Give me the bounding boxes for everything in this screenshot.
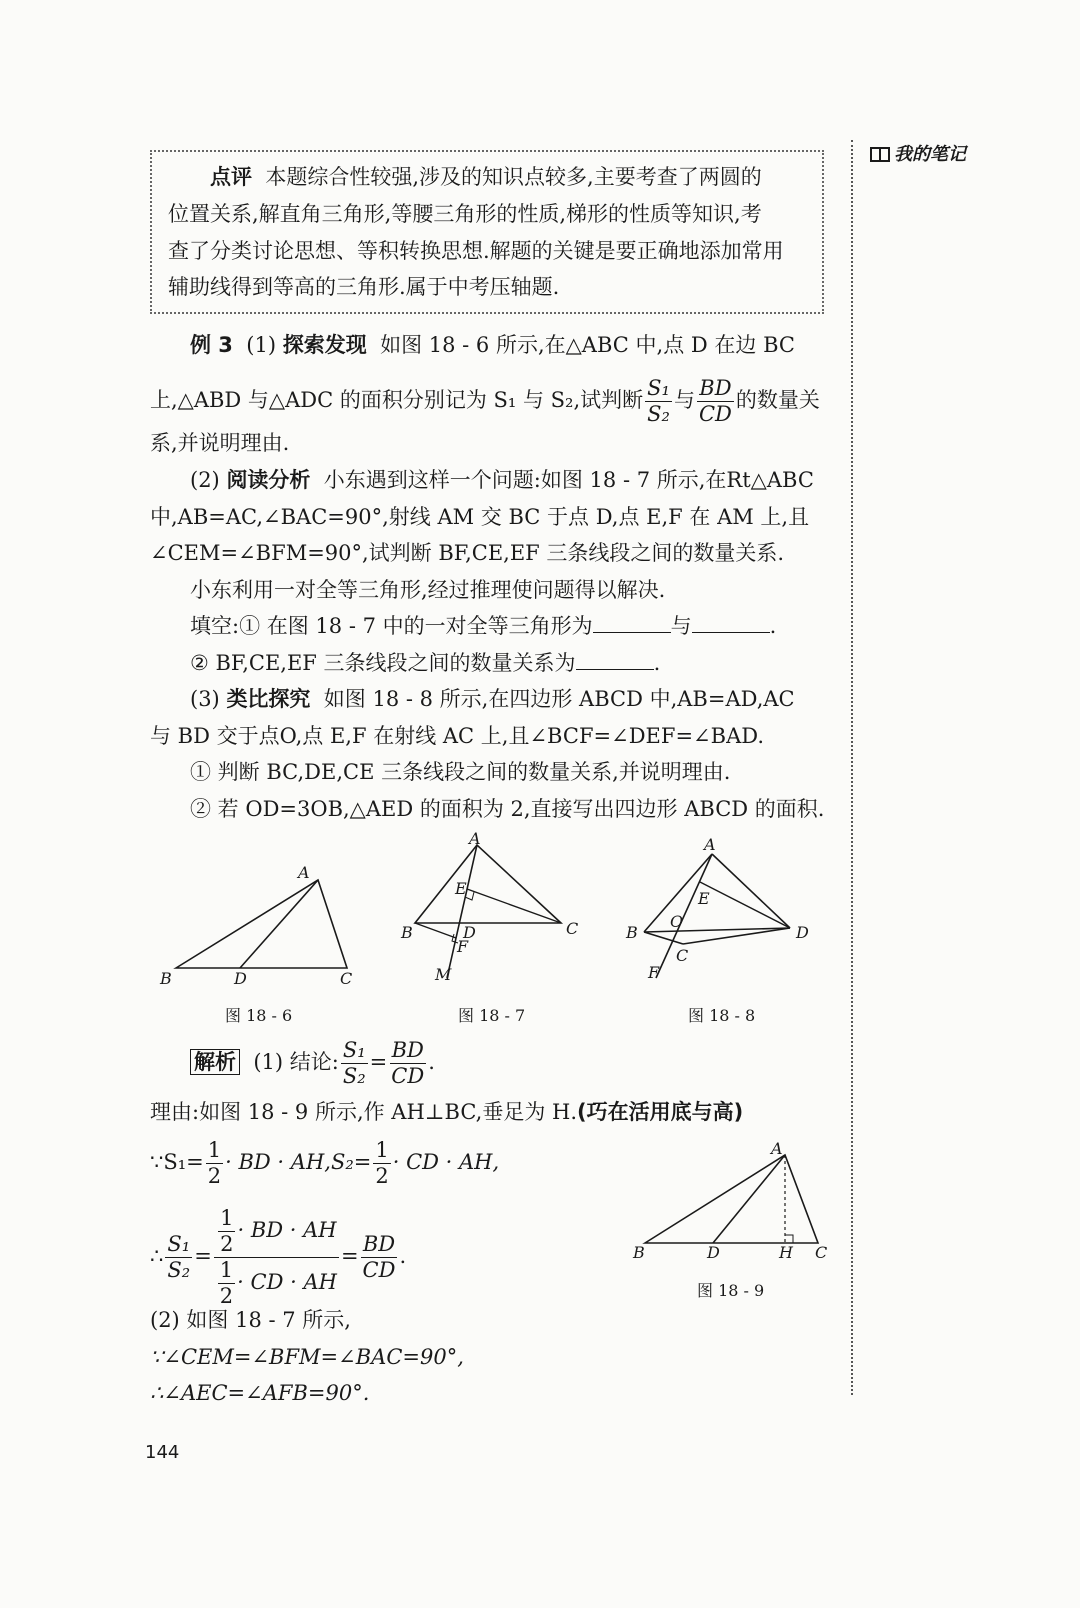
caption-18-8: 图 18 - 8 — [688, 1006, 756, 1025]
label-f: F — [648, 963, 660, 982]
review-line-1: 点评 本题综合性较强,涉及的知识点较多,主要考查了两圆的 — [210, 165, 762, 189]
label-a: A — [469, 830, 481, 848]
label-c: C — [566, 919, 579, 938]
label-c: C — [676, 946, 689, 965]
example-part2-line4: 小东利用一对全等三角形,经过推理使问题得以解决. — [190, 578, 666, 602]
answer-blank-1[interactable] — [593, 614, 671, 633]
label-d: D — [234, 969, 247, 988]
label-b: B — [633, 1243, 645, 1262]
label-b: B — [160, 969, 172, 988]
label-c: C — [340, 969, 353, 988]
fraction-half: $\frac{1}{2}$ — [207, 1138, 222, 1188]
solution-label: 解析 — [190, 1049, 240, 1075]
label-b: B — [626, 923, 638, 942]
label-a: A — [771, 1140, 783, 1158]
example-part1-line3: 系,并说明理由. — [150, 431, 290, 455]
answer-blank-3[interactable] — [576, 651, 654, 670]
label-a: A — [298, 863, 310, 882]
example-part3-q1: ① 判断 BC,DE,CE 三条线段之间的数量关系,并说明理由. — [190, 760, 731, 784]
book-icon — [870, 147, 890, 162]
fraction-half: $\frac{1}{2}$ — [375, 1138, 389, 1188]
caption-18-6: 图 18 - 6 — [225, 1006, 293, 1025]
label-m: M — [435, 965, 452, 984]
segment-ce — [467, 889, 561, 923]
label-d: D — [796, 923, 809, 942]
triangle-abc — [415, 845, 561, 923]
right-angle-h — [785, 1235, 793, 1243]
solution-part2-line3: ∴∠AEC=∠AFB=90°. — [150, 1381, 370, 1405]
segment-bc — [644, 932, 683, 944]
example-part2-line1: (2) 阅读分析 小东遇到这样一个问题:如图 18 - 7 所示,在Rt△ABC — [190, 468, 814, 492]
fraction-bd-cd: $\frac{BD}{CD}$ — [391, 1038, 425, 1088]
example-part3-line2: 与 BD 交于点O,点 E,F 在射线 AC 上,且∠BCF=∠DEF=∠BAD. — [150, 724, 765, 748]
label-c: C — [815, 1243, 828, 1262]
label-e: E — [455, 879, 467, 898]
label-f: F — [457, 937, 469, 956]
compound-fraction: $\frac{1}{2}$ · BD · AH $\frac{1}{2}$ · CD · AH — [214, 1208, 339, 1307]
tip-text: (巧在活用底与高) — [577, 1100, 744, 1124]
fraction-bd-cd: $\frac{BD}{CD}$ — [698, 376, 732, 426]
part3-title: 类比探究 — [226, 687, 311, 711]
solution-part2-line1: (2) 如图 18 - 7 所示, — [150, 1308, 351, 1332]
notes-label: 我的笔记 — [894, 144, 966, 165]
triangle-abc — [176, 880, 347, 968]
caption-18-7: 图 18 - 7 — [458, 1006, 526, 1025]
solution-line1: 解析 (1) 结论: $\frac{\text{S₁}}{\text{S₂}}$ = $\frac{BD}{CD}$ . — [190, 1040, 435, 1087]
triangle-abc — [645, 1155, 818, 1243]
fraction-s1-s2: $\frac{\text{S₁}}{\text{S₂}}$ — [167, 1232, 191, 1282]
example-part1-line2: 上,△ABD 与△ADC 的面积分别记为 S₁ 与 S₂,试判断 $\frac{\text{S₁}}{\text{S₂}}$ 与 $\frac{BD}{CD}$ 的数量关 — [150, 376, 820, 426]
segment-de — [700, 882, 790, 928]
part2-title: 阅读分析 — [226, 468, 311, 492]
example-label: 例 3 — [190, 333, 233, 357]
example-part1-line1: 例 3 (1) 探索发现 如图 18 - 6 所示,在△ABC 中,点 D 在边 BC — [190, 333, 795, 357]
segment-ad — [240, 880, 318, 968]
example-part3-q2: ② 若 OD=3OB,△AED 的面积为 2,直接写出四边形 ABCD 的面积. — [190, 797, 825, 821]
part1-title: 探索发现 — [282, 333, 367, 357]
fraction-s1-s2: $\frac{\text{S₁}}{\text{S₂}}$ — [342, 1038, 366, 1088]
figure-18-9 — [625, 1140, 845, 1270]
figure-18-8 — [620, 832, 830, 992]
label-h: H — [779, 1243, 793, 1262]
fraction-s1-s2: $\frac{\text{S₁}}{\text{S₂}}$ — [647, 376, 670, 426]
sidebar-divider — [851, 140, 853, 1395]
answer-blank-2[interactable] — [692, 614, 770, 633]
segment-ad — [713, 1155, 785, 1243]
segment-bf — [415, 923, 456, 938]
caption-18-9: 图 18 - 9 — [697, 1281, 765, 1300]
label-b: B — [401, 923, 413, 942]
review-label: 点评 — [210, 165, 252, 189]
solution-eq1: ∵S₁= $\frac{1}{2}$ · BD · AH,S₂= $\frac{1}{2}$ · CD · AH, — [150, 1138, 500, 1188]
segment-ad — [712, 854, 790, 928]
page-number: 144 — [145, 1442, 180, 1463]
label-d: D — [707, 1243, 720, 1262]
solution-eq2: ∴ $\frac{\text{S₁}}{\text{S₂}}$ = $\frac{1}{2}$ · BD · AH $\frac{1}{2}$ · CD · AH = $\frac{BD}{CD}$ . — [150, 1206, 407, 1308]
solution-part2-line2: ∵∠CEM=∠BFM=∠BAC=90°, — [150, 1345, 464, 1369]
figure-18-7 — [395, 830, 595, 990]
figure-18-6 — [150, 860, 370, 990]
review-line-4: 辅助线得到等高的三角形.属于中考压轴题. — [168, 275, 560, 299]
label-o: O — [670, 912, 684, 931]
example-part3-line1: (3) 类比探究 如图 18 - 8 所示,在四边形 ABCD 中,AB=AD,AC — [190, 687, 795, 711]
example-part2-line2: 中,AB=AC,∠BAC=90°,射线 AM 交 BC 于点 D,点 E,F 在 AM 上,且 — [150, 505, 810, 529]
review-line-2: 位置关系,解直角三角形,等腰三角形的性质,梯形的性质等知识,考 — [168, 202, 762, 226]
label-e: E — [698, 889, 710, 908]
label-d: D — [463, 923, 476, 942]
label-a: A — [704, 835, 716, 854]
example-part2-fill2: ② BF,CE,EF 三条线段之间的数量关系为 . — [190, 651, 661, 675]
notes-header — [870, 140, 966, 166]
solution-reason: 理由:如图 18 - 9 所示,作 AH⊥BC,垂足为 H.(巧在活用底与高) — [150, 1100, 744, 1124]
fraction-bd-cd: $\frac{BD}{CD}$ — [362, 1232, 396, 1282]
quadrilateral-abcd — [644, 854, 790, 950]
review-line-3: 查了分类讨论思想、等积转换思想.解题的关键是要正确地添加常用 — [168, 239, 784, 263]
example-part2-fill1: 填空:① 在图 18 - 7 中的一对全等三角形为 与 . — [190, 614, 777, 638]
example-part2-line3: ∠CEM=∠BFM=90°,试判断 BF,CE,EF 三条线段之间的数量关系. — [150, 541, 785, 565]
